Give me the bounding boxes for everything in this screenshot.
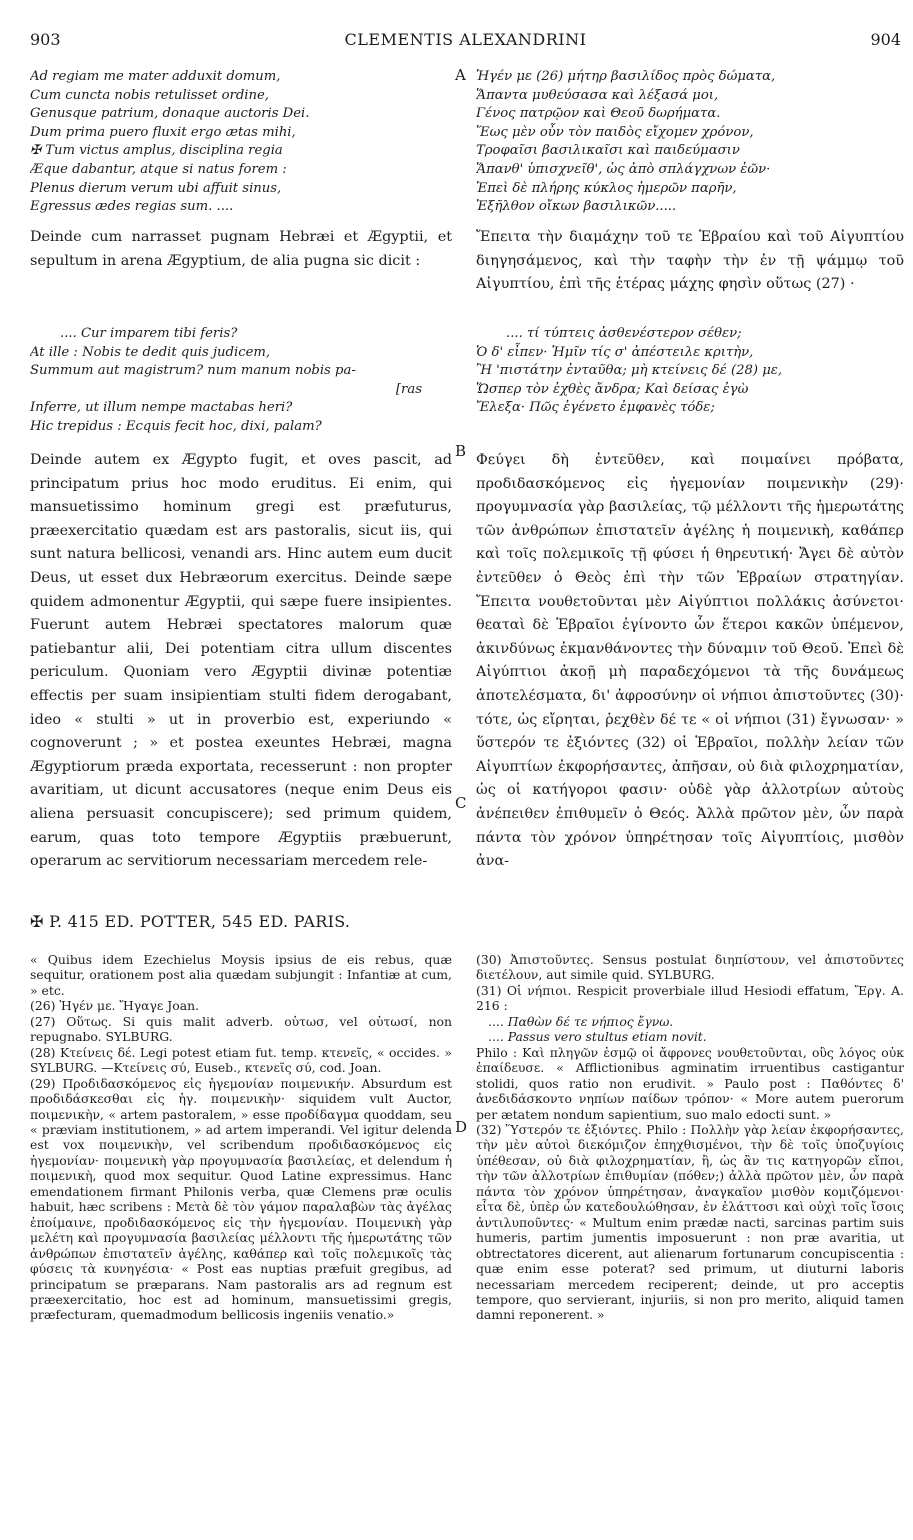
prose-paragraph: Ἔπειτα τὴν διαμάχην τοῦ τε Ἑβραίου καὶ τοῦ Αἰγυπτίου διηγησάμενος, καὶ τὴν ταφὴν τὴν ἐν τῇ ψάμμῳ τοῦ Αἰγυπτίου, ἐπὶ τῆς ἑτέρας μάχης φησὶν οὕτως (27) ·: [476, 229, 904, 293]
latin-verse-block-1: [30, 68, 452, 220]
running-title: CLEMENTIS ALEXANDRINI: [344, 30, 587, 49]
verse-line: [ras: [395, 381, 422, 397]
greek-prose-block-1: [476, 226, 904, 322]
verse-line: Γένος πατρῷον καὶ Θεοῦ δωρήματα.: [476, 106, 721, 122]
verse-line: Ἅπαντα μυθεύσασα καὶ λέξασά μοι,: [476, 87, 719, 103]
margin-letter-b: B: [455, 442, 467, 460]
verse-line: .... τί τύπτεις ἀσθενέστερον σέθεν;: [506, 326, 742, 341]
verse-line: Ἠγέν με (26) μήτηρ βασιλίδος πρὸς δώματα,: [476, 69, 776, 84]
margin-letter-c: C: [455, 794, 467, 812]
greek-prose-block-2: [476, 449, 904, 897]
latin-verse-block-2: [30, 325, 452, 443]
page-number-right: 904: [870, 30, 901, 49]
latin-prose-block-2: [30, 449, 452, 897]
footnote-quote: .... Παθὼν δέ τε νήπιος ἔγνω.: [488, 1013, 674, 1029]
verse-line: Egressus ædes regias sum. ....: [30, 199, 234, 215]
running-header: [30, 30, 901, 52]
latin-prose-block-1: [30, 226, 452, 300]
prose-paragraph: Deinde autem ex Ægypto fugit, et oves pascit, ad principatum prius hoc modo eruditus. Ei enim, qui mansuetissimo hominum gregi est præfuturus, præexercitatio quædam est ars pastoralis, sicut iis, qui sunt natura bellicosi, venandi ars. Hinc autem eum ducit Deus, ut esset dux Hebræorum exercitus. Deinde sæpe quidem admonentur Ægyptii, qui sæpe fuere insipientes. Fuerunt autem Hebræi spectatores malorum quæ patiebantur alii, Dei potentiam citra ullum discentes periculum. Quoniam vero Ægyptii divinæ potentiæ effectis per suam insipientiam stulti fidem derogabant, ideo « stulti » ut in proverbio est, experiundo « cognoverunt ; » et postea exeuntes Hebræi, magna Ægyptiorum præda exportata, recesserunt : non propter avaritiam, ut dicunt accusatores (neque enim Deus eis aliena persuasit concupiscere); sed primum quidem, earum, quas toto tempore Ægyptiis præbuerunt, operarum ac servitiorum necessariam mercedem rele-: [30, 452, 452, 870]
footnote: (32) Ὕστερόν τε ἐξιόντες. Philo : Πολλὴν γὰρ λείαν ἐκφορήσαντες, τὴν μὲν αὐτοὶ διεκόμιζον ἐπηχθισμένοι, τὴν δὲ τοῖς ὑποζυγίοις ὑπέθεσαν, οὐ διὰ φιλοχρηματίαν, ἢ, ὡς ἂν τις κατηγορῶν εἴποι, τὴν τῶν ἀλλοτρίων ἐπιθυμίαν (πόθεν;) ἀλλὰ πρῶτον μὲν, ὧν παρὰ πάντα τὸν χρόνον ὑπηρέτησαν, ἀναγκαῖον μισθὸν κομιζόμενοι· εἶτα δὲ, ὑπὲρ ὧν κατεδουλώθησαν, ἐν ἐλάττοσι καὶ οὐχὶ τοῖς ἴσοις ἀντιλυποῦντες· « Multum enim prædæ nacti, sarcinas partim suis humeris, partim jumentis imposuerunt : non præ avaritia, ut obtrectatores dicerent, aut alienarum fortunarum concupiscentia : quæ enim esse poterat? sed primum, ut diuturni laboris necessariam mercedem reciperent; deinde, ut pro acceptis tempore, quo servierant, injuriis, si non pro merito, aliquid tamen damni reponerent. »: [476, 1121, 904, 1323]
page-number-left: 903: [30, 30, 61, 49]
footnote: (29) Προδιδασκόμενος εἰς ἡγεμονίαν ποιμενικήν. Absurdum est προδιδάσκεσθαι εἰς ἡγ. ποιμενικὴν· siquidem vult Auctor, ποιμενικὴν, « artem pastoralem, » esse προδίδαγμα quoddam, seu « præviam institutionem, » ad artem imperandi. Vel igitur delenda est vox ποιμενικὴν, vel scribendum προδιδασκόμενος εἰς ἡγεμονίαν· ποιμενικὴ γὰρ προγυμνασία βασιλείας, et delendum ἡ ποιμενικὴ, quod mox sequitur. Quod Latine expressimus. Hanc emendationem firmant Philonis verba, quæ Clemens præ oculis habuit, hæc scribens : Μετὰ δὲ τὸν γάμον παραλαβὼν τὰς ἀγέλας ἐποίμαινε, προδιδασκόμενος εἰς τὴν ἡγεμονίαν. Ποιμενικὴ γὰρ μελέτη καὶ προγυμνασία βασιλείας μέλλοντι τῆς ἡμερωτάτης τῶν ἀνθρώπων ἐπιστατεῖν ἀγέλης, καθάπερ καὶ τοῖς πολεμικοῖς τὰς φύσεις τὰ κυνηγέσια· « Post eas nuptias præfuit gregibus, ad principatum se præparans. Nam pastoralis ars ad regnum est præexercitatio, hoc est ad hominum, mansuetissimi gregis, præfecturam, quemadmodum bellicosis ingeniis venatio.»: [30, 1075, 452, 1323]
footnote: Philo : Καὶ πληγῶν ἐσμῷ οἱ ἄφρονες νουθετοῦνται, οὓς λόγος οὐκ ἐπαίδευσε. « Afflictionibus agminatim irruentibus castigantur stolidi, quos ratio non erudivit. » Paulo post : Παθόντες δ' ἀνεδιδάσκοντο νηπίων παίδων τρόπον· « More autem puerorum per ætatem nondum sapientium, suo malo edocti sunt. »: [476, 1044, 904, 1122]
verse-line: Plenus dierum verum ubi affuit sinus,: [30, 180, 282, 196]
verse-line: .... Cur imparem tibi feris?: [60, 326, 238, 341]
verse-line: Æque dabantur, atque si natus forem :: [30, 161, 287, 177]
verse-line: Hic trepidus : Ecquis fecit hoc, dixi, palam?: [30, 418, 322, 434]
footnote: (27) Οὕτως. Si quis malit adverb. οὑτωσ, vel οὑτωσί, non repugnabo. SYLBURG.: [30, 1013, 452, 1045]
verse-line: Summum aut magistrum? num manum nobis pa-: [30, 363, 356, 379]
footnote: « Quibus idem Ezechielus Moysis ipsius de eis rebus, quæ sequitur, orationem post alia quædam subjungit : Infantiæ at cum, » etc.: [30, 952, 452, 998]
footnote-quote: .... Passus vero stultus etiam novit.: [488, 1029, 707, 1045]
verse-line: Ὥσπερ τὸν ἐχθὲς ἄνδρα; Καὶ δείσας ἐγὼ: [476, 381, 749, 397]
verse-line: Dum prima puero fluxit ergo ætas mihi,: [30, 124, 296, 140]
verse-line: Cum cuncta nobis retulisset ordine,: [30, 87, 270, 103]
verse-line: Ἐπεὶ δὲ πλήρης κύκλος ἡμερῶν παρῆν,: [476, 180, 737, 196]
margin-letter-d: D: [455, 1118, 468, 1136]
footnotes-right: [476, 952, 904, 1422]
verse-line: Ad regiam me mater adduxit domum,: [30, 69, 281, 84]
prose-paragraph: Deinde cum narrasset pugnam Hebræi et Ægyptii, et sepultum in arena Ægyptium, de alia pugna sic dicit :: [30, 229, 452, 269]
verse-line: Τροφαῖσι βασιλικαῖσι καὶ παιδεύμασιν: [476, 143, 740, 159]
footnote: (26) Ἠγέν με. Ἤγαγε Joan.: [30, 998, 200, 1014]
footnotes-left: [30, 952, 452, 1530]
verse-line: Ἅπανθ' ὑπισχνεῖθ', ὡς ἀπὸ σπλάγχνων ἐῶν·: [476, 161, 771, 177]
footnote: (30) Ἀπιστοῦντες. Sensus postulat διηπίστουν, vel ἀπιστοῦντες διετέλουν, aut simile quid. SYLBURG.: [476, 952, 904, 983]
verse-line: Genusque patrium, donaque auctoris Dei.: [30, 106, 310, 122]
greek-verse-block-1: [476, 68, 904, 220]
footnote: (28) Κτείνεις δέ. Legi potest etiam fut. temp. κτενεῖς, « occides. » SYLBURG. —Κτείνεις σύ, Euseb., κτενεῖς σύ, cod. Joan.: [30, 1044, 452, 1076]
verse-line: Ἢ 'πιστάτην ἐνταῦθα; μὴ κτείνεις δέ (28) με,: [476, 363, 783, 379]
edition-reference: ✠ P. 415 ED. POTTER, 545 ED. PARIS.: [30, 912, 351, 931]
verse-line: Inferre, ut illum nempe mactabas heri?: [30, 400, 293, 416]
verse-line: ✠ Tum victus amplus, disciplina regia: [30, 143, 283, 159]
margin-letter-a: A: [455, 66, 466, 84]
verse-line: Ὁ δ' εἶπεν· Ἡμῖν τίς σ' ἀπέστειλε κριτὴν,: [476, 344, 754, 360]
verse-line: Ἐξῆλθον οἴκων βασιλικῶν.....: [476, 199, 677, 215]
footnote: (31) Οἱ νήπιοι. Respicit proverbiale illud Hesiodi effatum, Ἔργ. A. 216 :: [476, 982, 904, 1014]
verse-line: Ἔλεξα· Πῶς ἐγένετο ἐμφανὲς τόδε;: [476, 400, 715, 416]
verse-line: At ille : Nobis te dedit quis judicem,: [30, 344, 271, 360]
greek-verse-block-2: [476, 325, 904, 425]
verse-line: Ἕως μὲν οὖν τὸν παιδὸς εἴχομεν χρόνον,: [476, 124, 754, 140]
prose-paragraph: Φεύγει δὴ ἐντεῦθεν, καὶ ποιμαίνει πρόβατα, προδιδασκόμενος εἰς ἡγεμονίαν ποιμενικὴν (29)· προγυμνασία γὰρ βασιλείας, τῷ μέλλοντι τῆς ἡμερωτάτης τῶν ἀνθρώπων ἐπιστατεῖν ἀγέλης ἡ ποιμενικὴ, καθάπερ καὶ τοῖς πολεμικοῖς τῇ φύσει ἡ θηρευτική· Ἄγει δὲ αὐτὸν ἐντεῦθεν ὁ Θεὸς ἐπὶ τὴν τῶν Ἑβραίων στρατηγίαν. Ἔπειτα νουθετοῦνται μὲν Αἰγύπτιοι πολλάκις ἀσύνετοι· θεαταὶ δὲ Ἑβραῖοι ἐγίνοντο ὧν ἕτεροι κακῶν ὑπέμενον, ἀκινδύνως ἐκμανθάνοντες τὴν δύναμιν τοῦ Θεοῦ. Ἐπεὶ δὲ Αἰγύπτιοι ἀκοῇ μὴ παραδεχόμενοι τὰ τῆς δυνάμεως ἀποτελέσματα, δι' ἀφροσύνην οἱ νήπιοι ἀπιστοῦντες (30)· τότε, ὡς εἴρηται, ῥεχθὲν δέ τε « οἱ νήπιοι (31) ἔγνωσαν· » ὕστερόν τε ἐξιόντες (32) οἱ Ἑβραῖοι, πολλὴν λείαν τῶν Αἰγυπτίων ἐκφορήσαντες, ἀπῆσαν, οὐ διὰ φιλοχρηματίαν, ὡς οἱ κατήγοροι φασιν· οὐδὲ γὰρ ἀλλοτρίων αὐτοὺς ἀνέπειθεν ἐπιθυμεῖν ὁ Θεός. Ἀλλὰ πρῶτον μὲν, ὧν παρὰ πάντα τὸν χρόνον ὑπηρέτησαν τοῖς Αἰγυπτίοις, μισθὸν ἀνα-: [476, 452, 904, 870]
